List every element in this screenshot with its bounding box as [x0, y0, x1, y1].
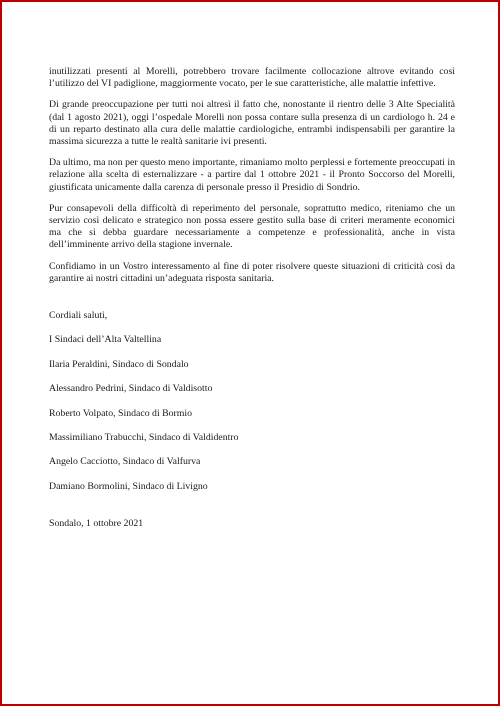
- signatory: Roberto Volpato, Sindaco di Bormio: [49, 407, 193, 419]
- paragraph: Da ultimo, ma non per questo meno importante, rimaniamo molto perplessi e fortemente preoccupati in relazione alla scelta di esternalizzare - a partire dal 1 ottobre 2021 - il Pronto Soccorso del Morelli, giustificata unicamente dalla carenza di personale presso il Presidio di Sondrio.: [49, 157, 455, 193]
- paragraph: Confidiamo in un Vostro interessamento al fine di poter risolvere queste situazioni di criticità così da garantire ai nostri cittadini un’adeguata risposta sanitaria.: [49, 260, 455, 284]
- signatory: Alessandro Pedrini, Sindaco di Valdisotto: [49, 383, 213, 395]
- signatory-group: I Sindaci dell’Alta Valtellina: [49, 334, 162, 346]
- paragraph: Pur consapevoli della difficoltà di reperimento del personale, soprattutto medico, riteniamo che un servizio così delicato e strategico non possa essere gestito sulla base di criteri meramente economici ma che si debba guardare necessariamente a competenze e professionalità, anche in vista dell’imminente arrivo della stagione invernale.: [49, 202, 455, 251]
- paragraph: inutilizzati presenti al Morelli, potrebbero trovare facilmente collocazione altrove evitando così l’utilizzo del VI padiglione, maggiormente vocato, per le sue caratteristiche, alle malattie infettive.: [49, 66, 455, 90]
- paragraph: Di grande preoccupazione per tutti noi altresì il fatto che, nonostante il rientro delle 3 Alte Specialità (dal 1 agosto 2021), oggi l’ospedale Morelli non possa contare sulla presenza di un cardiologo h. 24 e di un reparto destinato alla cura delle malattie cardiologiche, entrambi indispensabili per garantire la massima sicurezza a tutte le realtà sanitarie ivi presenti.: [49, 99, 455, 148]
- closing-greeting: Cordiali saluti,: [49, 310, 108, 322]
- signatory: Ilaria Peraldini, Sindaco di Sondalo: [49, 358, 189, 370]
- signatory: Massimiliano Trabucchi, Sindaco di Valdidentro: [49, 432, 239, 443]
- letter-body: [49, 66, 455, 530]
- place-date: Sondalo, 1 ottobre 2021: [49, 517, 144, 529]
- signatory: Angelo Cacciotto, Sindaco di Valfurva: [49, 456, 201, 468]
- signatory: Damiano Bormolini, Sindaco di Livigno: [49, 480, 208, 492]
